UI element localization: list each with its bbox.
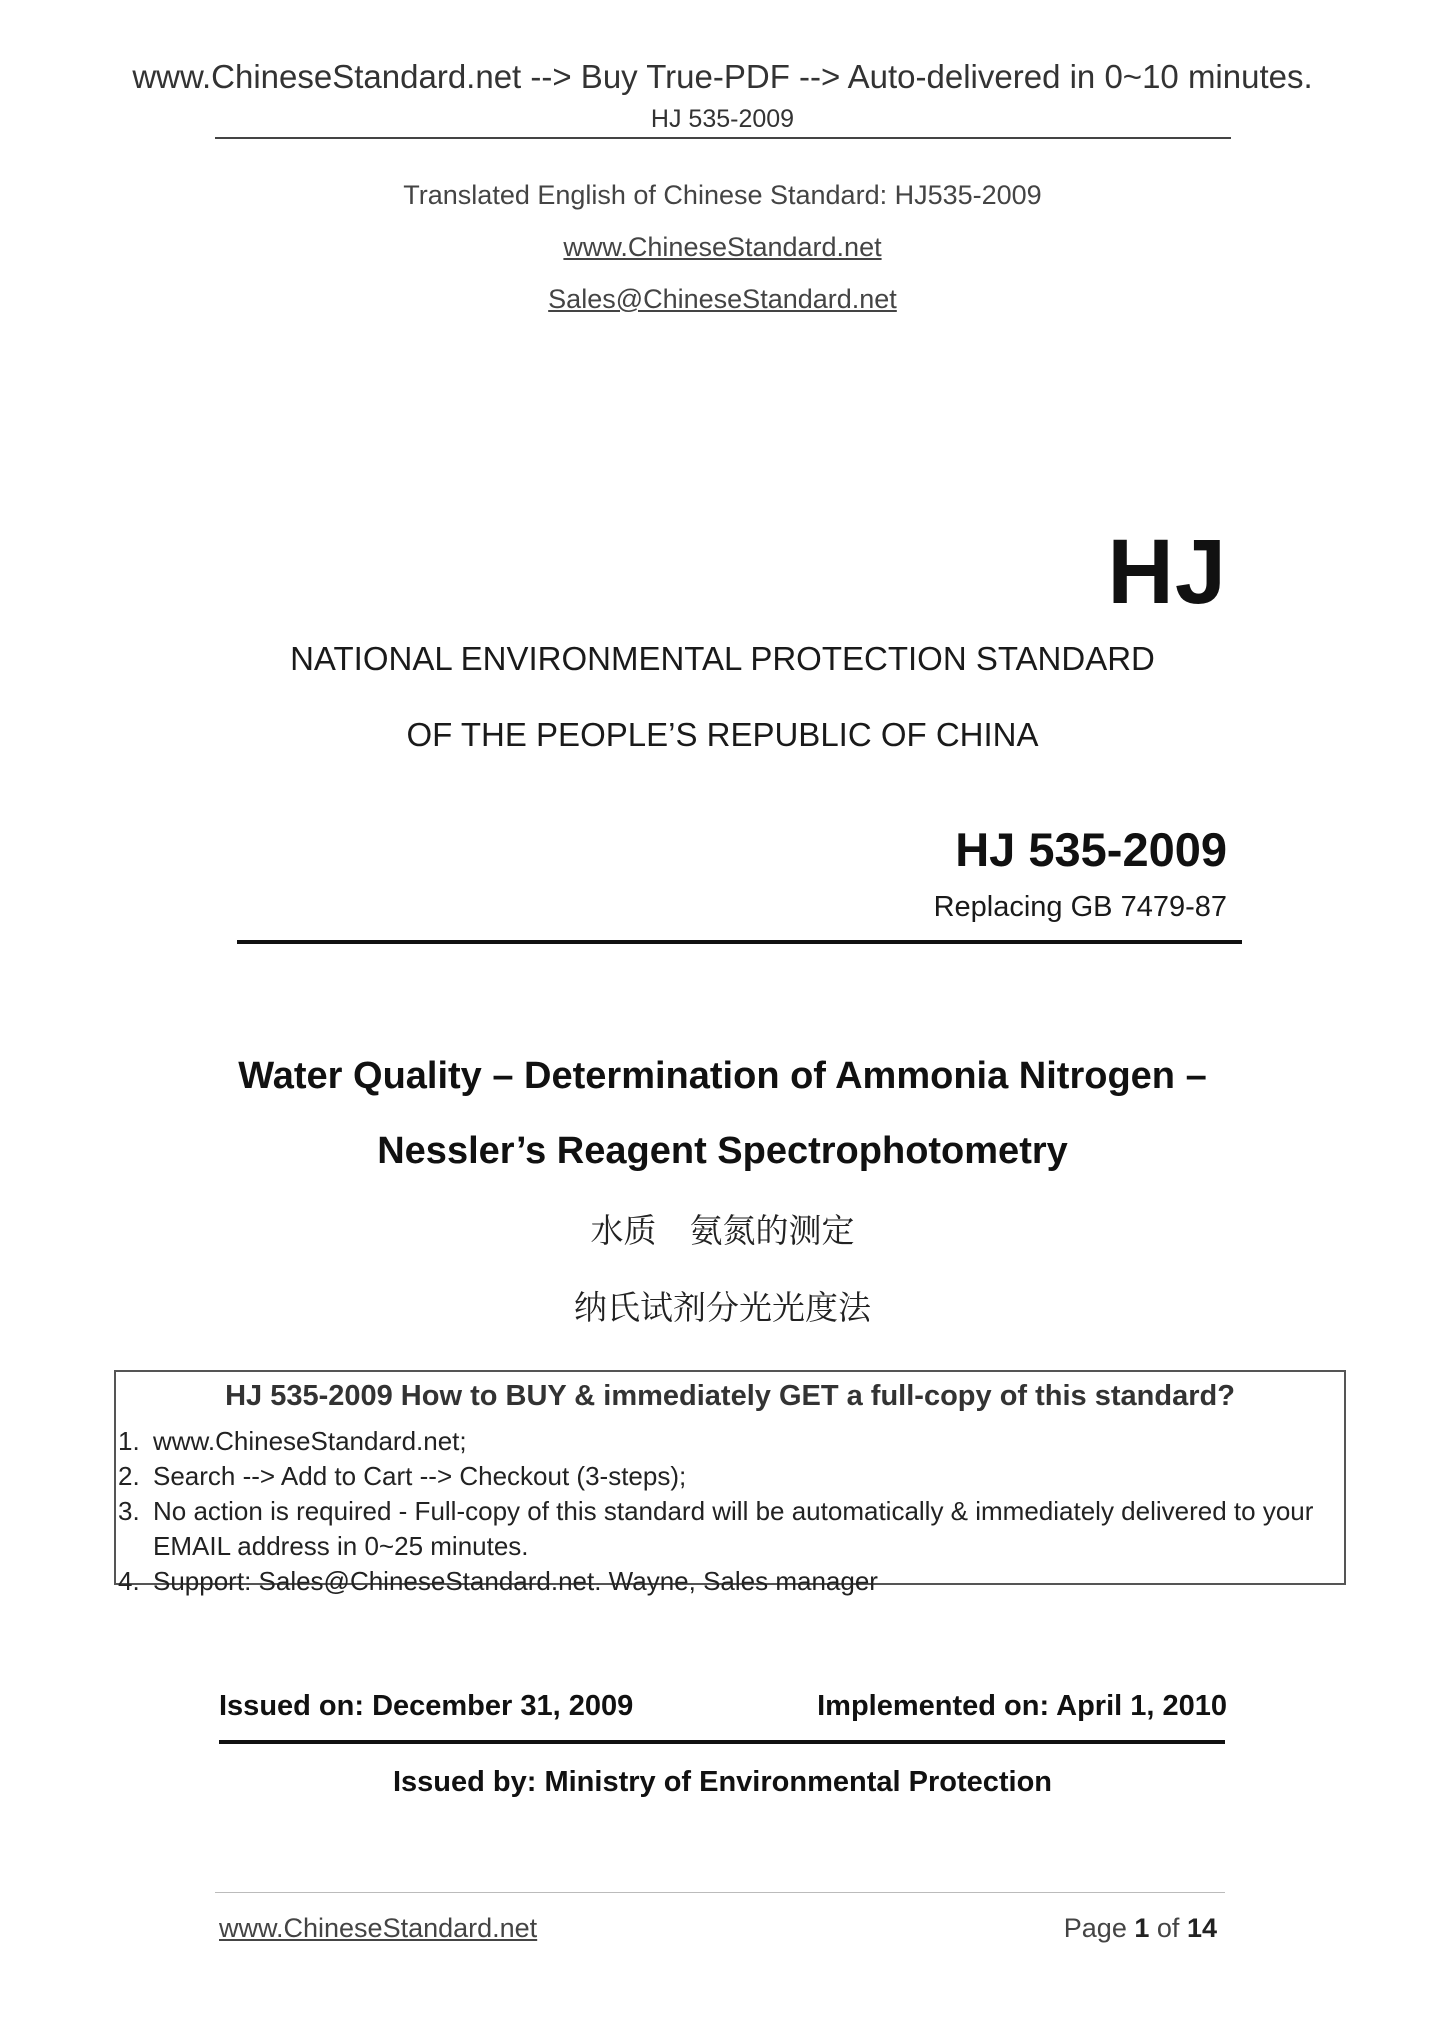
buy-step-text: Search --> Add to Cart --> Checkout (3-steps); bbox=[153, 1461, 687, 1491]
footer-divider bbox=[215, 1892, 1225, 1893]
email-link[interactable]: Sales@ChineseStandard.net bbox=[548, 284, 897, 314]
header-standard-code: HJ 535-2009 bbox=[650, 105, 795, 133]
cover-divider bbox=[237, 940, 1242, 944]
buy-step bbox=[118, 1494, 1338, 1564]
buy-step-number: 2. bbox=[118, 1461, 140, 1491]
replacing-note: Replacing GB 7479-87 bbox=[933, 891, 1227, 923]
issue-divider bbox=[219, 1740, 1225, 1744]
implemented-on-date: Implemented on: April 1, 2010 bbox=[817, 1690, 1227, 1722]
authority-line-1: NATIONAL ENVIRONMENTAL PROTECTION STANDARD bbox=[290, 640, 1155, 677]
buy-step bbox=[118, 1424, 1338, 1459]
issued-on-date: Issued on: December 31, 2009 bbox=[219, 1690, 634, 1722]
page-total: 14 bbox=[1186, 1913, 1217, 1943]
standard-number: HJ 535-2009 bbox=[955, 823, 1227, 876]
chinese-title-line-1: 水质 氨氮的测定 bbox=[590, 1211, 855, 1250]
buy-step-text: Support: Sales@ChineseStandard.net. Wayne, Sales manager bbox=[153, 1566, 878, 1596]
page-indicator bbox=[1064, 1913, 1217, 1944]
hj-logo: HJ bbox=[1107, 521, 1227, 623]
chinese-title-line-2: 纳氏试剂分光光度法 bbox=[574, 1288, 871, 1327]
authority-line-2: OF THE PEOPLE’S REPUBLIC OF CHINA bbox=[406, 716, 1039, 753]
title-line-2: Nessler’s Reagent Spectrophotometry bbox=[377, 1130, 1068, 1172]
buy-step bbox=[118, 1564, 1338, 1599]
email-link-wrap bbox=[0, 284, 1445, 315]
buy-instructions-box bbox=[114, 1370, 1346, 1596]
buy-step-text: No action is required - Full-copy of this standard will be automatically & immediately delivered to your EMAIL address in 0~25 minutes. bbox=[153, 1496, 1314, 1561]
issued-by: Issued by: Ministry of Environmental Protection bbox=[392, 1766, 1053, 1798]
title-line-1: Water Quality – Determination of Ammonia Nitrogen – bbox=[238, 1055, 1207, 1097]
top-banner: www.ChineseStandard.net --> Buy True-PDF --> Auto-delivered in 0~10 minutes. bbox=[132, 58, 1313, 95]
buy-box-title: HJ 535-2009 How to BUY & immediately GET a full-copy of this standard? bbox=[225, 1380, 1235, 1412]
header-divider bbox=[215, 137, 1231, 139]
site-link-wrap bbox=[0, 232, 1445, 263]
page-current: 1 bbox=[1134, 1913, 1150, 1943]
buy-step-text[interactable]: www.ChineseStandard.net; bbox=[153, 1426, 467, 1456]
buy-step-number: 3. bbox=[118, 1496, 140, 1526]
buy-steps-list bbox=[118, 1424, 1338, 1599]
buy-step-number: 1. bbox=[118, 1426, 140, 1456]
site-link[interactable]: www.ChineseStandard.net bbox=[563, 232, 882, 262]
page-label: Page bbox=[1063, 1913, 1127, 1943]
translated-notice: Translated English of Chinese Standard: HJ535-2009 bbox=[403, 180, 1042, 210]
buy-step bbox=[118, 1459, 1338, 1494]
buy-step-number: 4. bbox=[118, 1566, 140, 1596]
page-of-label: of bbox=[1156, 1913, 1180, 1943]
footer-site-link[interactable]: www.ChineseStandard.net bbox=[219, 1913, 538, 1943]
